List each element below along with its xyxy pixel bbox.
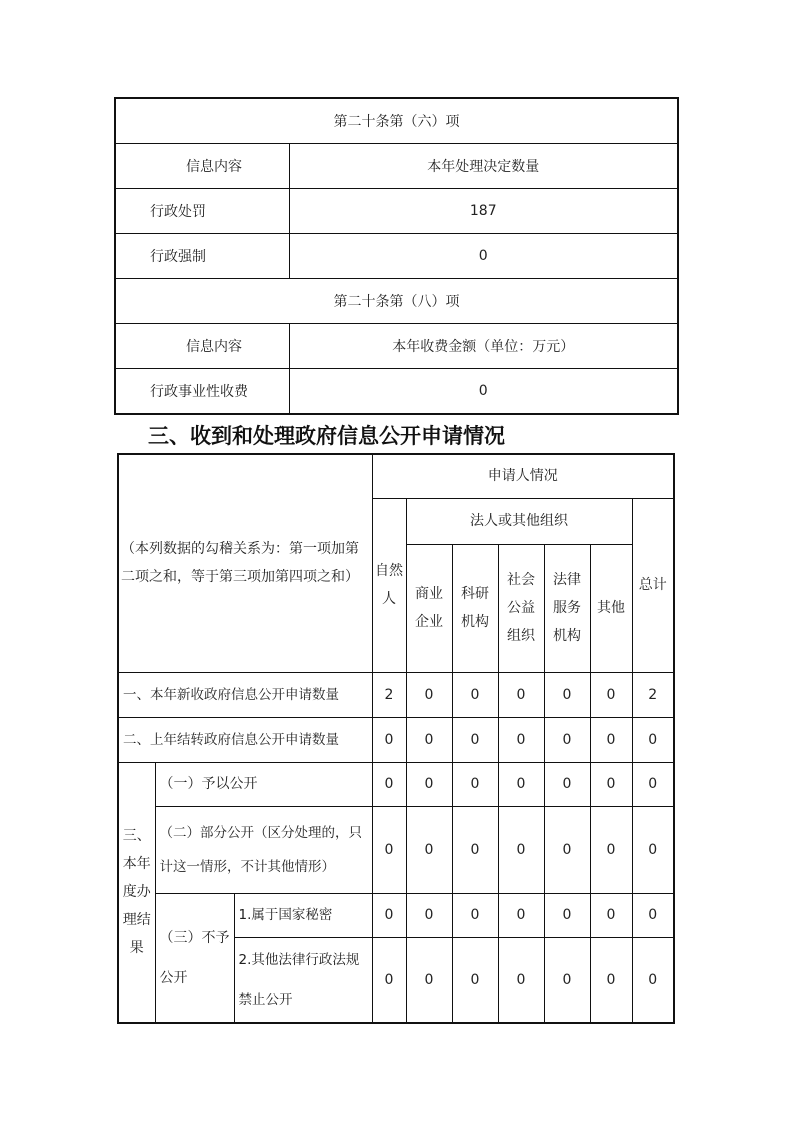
cell-value: 0: [590, 806, 632, 893]
cell-value: 0: [406, 893, 452, 937]
cell-value: 0: [590, 893, 632, 937]
section6-title: 第二十条第（六）项: [115, 98, 678, 144]
cell-value: 2: [372, 672, 406, 717]
r3b-label: （二）部分公开（区分处理的，只计这一情形，不计其他情形）: [155, 806, 372, 893]
row2-label: 二、上年结转政府信息公开申请数量: [118, 717, 372, 762]
cell-value: 0: [544, 806, 590, 893]
cell-value: 0: [406, 672, 452, 717]
cell-value: 0: [452, 672, 498, 717]
cell-value: 0: [372, 893, 406, 937]
cell-value: 0: [372, 762, 406, 806]
cell-value: 0: [498, 893, 544, 937]
section8-col2-header: 本年收费金额（单位：万元）: [289, 324, 678, 369]
cell-value: 0: [590, 717, 632, 762]
cell-value: 0: [372, 717, 406, 762]
cell-value: 0: [632, 937, 674, 1023]
processing-decisions-table: [114, 97, 679, 415]
cell-value: 0: [544, 762, 590, 806]
cell-value: 0: [498, 672, 544, 717]
cell-value: 0: [406, 717, 452, 762]
group3-label: 三、本年度办理结果: [118, 762, 155, 1023]
cell-value: 0: [544, 937, 590, 1023]
applications-table: [117, 453, 675, 1024]
cell-value: 0: [632, 762, 674, 806]
cell-value: 0: [498, 937, 544, 1023]
sub-header: 法律服务机构: [544, 544, 590, 672]
cell-value: 0: [372, 806, 406, 893]
cell-value: 0: [544, 893, 590, 937]
natural-person-header: 自然人: [372, 498, 406, 672]
cell-value: 0: [452, 937, 498, 1023]
row-value: 187: [289, 189, 678, 234]
legal-entity-header: 法人或其他组织: [406, 498, 632, 544]
cell-value: 0: [632, 806, 674, 893]
row-value: 0: [289, 369, 678, 415]
section8-title: 第二十条第（八）项: [115, 279, 678, 324]
r3c-label: （三）不予公开: [155, 893, 234, 1023]
cell-value: 0: [590, 762, 632, 806]
relationship-note: （本列数据的勾稽关系为：第一项加第二项之和，等于第三项加第四项之和）: [118, 454, 372, 672]
applicant-header: 申请人情况: [372, 454, 674, 498]
cell-value: 0: [544, 672, 590, 717]
cell-value: 0: [632, 717, 674, 762]
cell-value: 0: [452, 717, 498, 762]
section6-col2-header: 本年处理决定数量: [289, 144, 678, 189]
cell-value: 0: [498, 717, 544, 762]
cell-value: 0: [590, 672, 632, 717]
cell-value: 0: [406, 762, 452, 806]
sub-header: 商业企业: [406, 544, 452, 672]
total-header: 总计: [632, 498, 674, 672]
section6-col1-header: 信息内容: [115, 144, 289, 189]
cell-value: 0: [632, 893, 674, 937]
cell-value: 0: [590, 937, 632, 1023]
section-heading: 三、收到和处理政府信息公开申请情况: [148, 424, 505, 448]
cell-value: 0: [406, 937, 452, 1023]
r3c2-label: 2.其他法律行政法规禁止公开: [234, 937, 372, 1023]
row-label: 行政事业性收费: [115, 369, 289, 415]
sub-header: 科研机构: [452, 544, 498, 672]
cell-value: 0: [406, 806, 452, 893]
r3a-label: （一）予以公开: [155, 762, 372, 806]
row-label: 行政强制: [115, 234, 289, 279]
row-value: 0: [289, 234, 678, 279]
sub-header: 其他: [590, 544, 632, 672]
row-label: 行政处罚: [115, 189, 289, 234]
cell-value: 0: [372, 937, 406, 1023]
cell-value: 0: [452, 806, 498, 893]
row1-label: 一、本年新收政府信息公开申请数量: [118, 672, 372, 717]
cell-value: 0: [452, 893, 498, 937]
cell-value: 2: [632, 672, 674, 717]
cell-value: 0: [498, 762, 544, 806]
cell-value: 0: [498, 806, 544, 893]
r3c1-label: 1.属于国家秘密: [234, 893, 372, 937]
cell-value: 0: [452, 762, 498, 806]
section8-col1-header: 信息内容: [115, 324, 289, 369]
sub-header: 社会公益组织: [498, 544, 544, 672]
cell-value: 0: [544, 717, 590, 762]
